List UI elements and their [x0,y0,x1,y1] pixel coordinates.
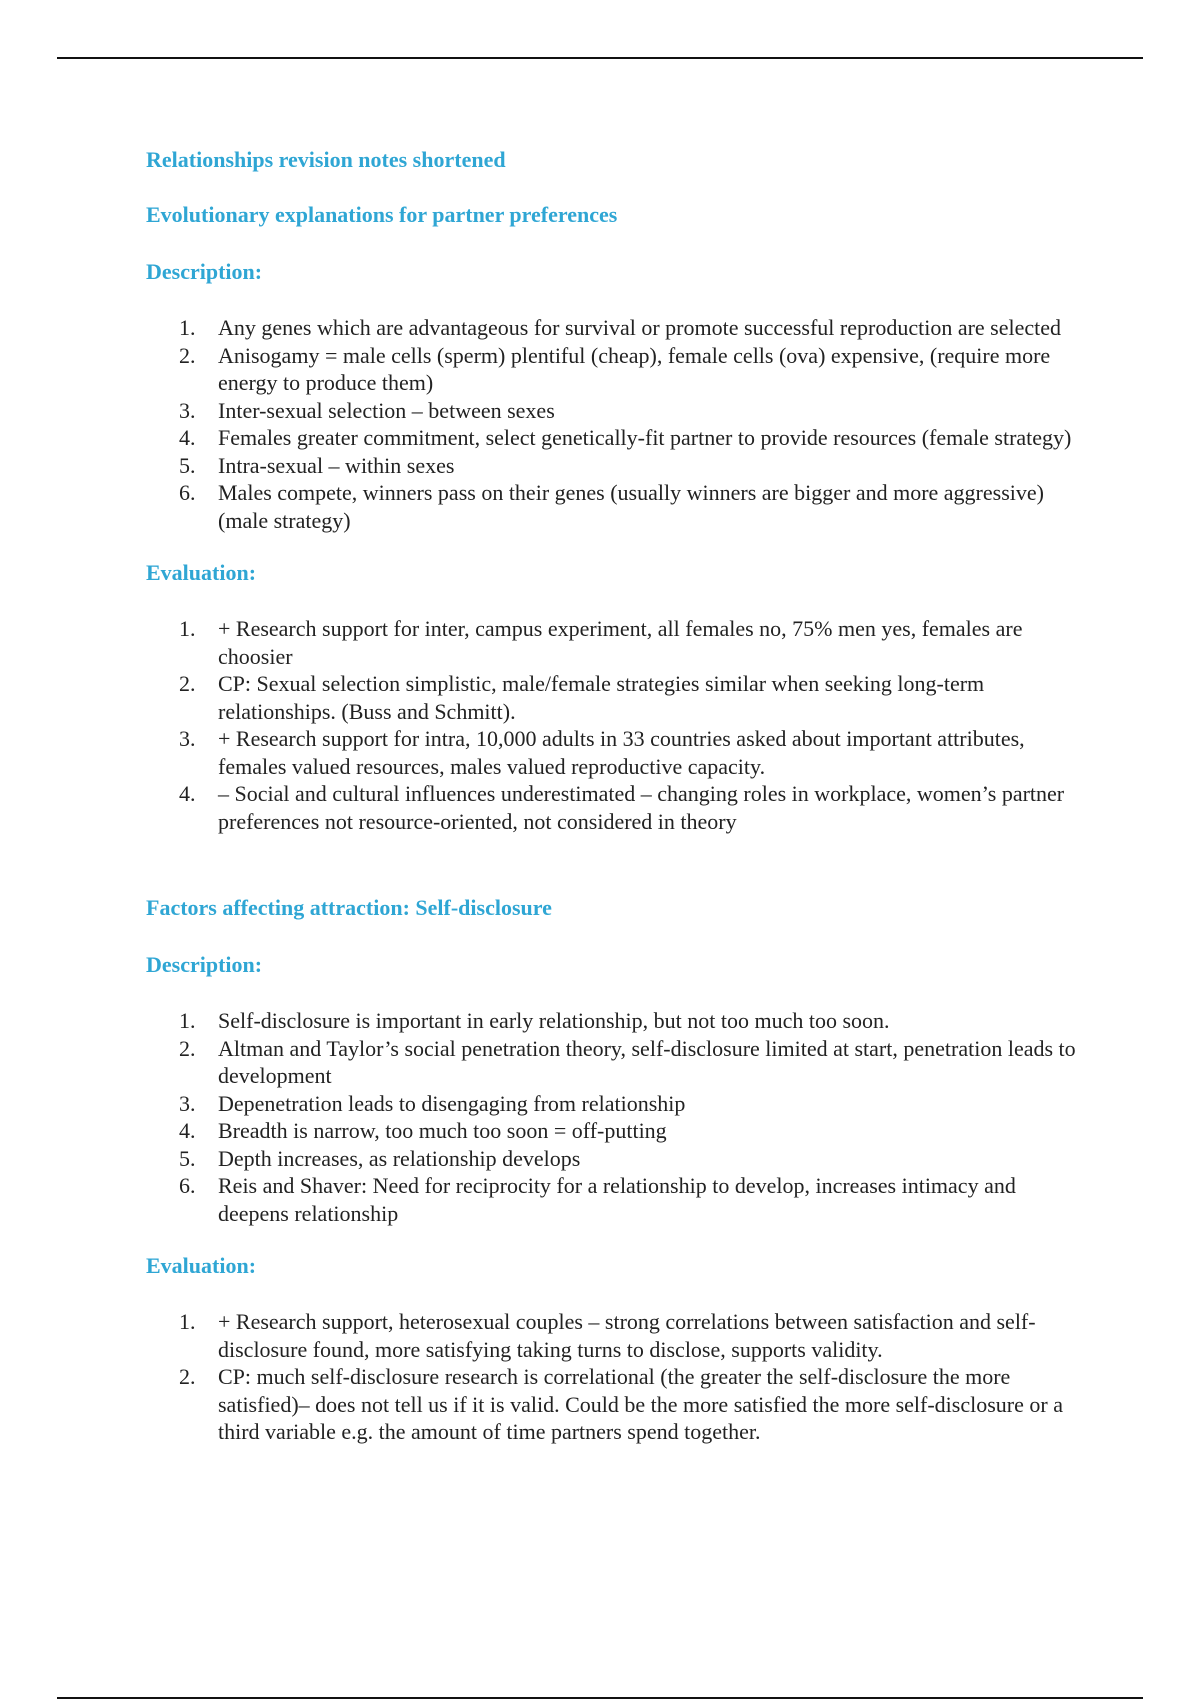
list-item: 2. CP: much self-disclosure research is correlational (the greater the self-disclosure the more satisfied)– does not tell us if it is valid. Could be the more satisfied the more self-disclosure or a third variable e.g. the amount of time partners spend together. [179,1364,1063,1444]
list-item: 1. + Research support for inter, campus experiment, all females no, 75% men yes, females are choosier [179,616,1023,669]
list-item: 5. Depth increases, as relationship develops [179,1145,581,1171]
top-rule [57,57,1143,59]
bottom-rule [57,1697,1143,1699]
list-item: 5. Intra-sexual – within sexes [179,452,455,478]
section-title-self-disclosure: Factors affecting attraction: Self-disclosure [146,895,552,920]
list-item: 4. Females greater commitment, select genetically-fit partner to provide resources (female strategy) [179,425,1072,450]
evaluation-heading: Evaluation: [146,1253,257,1278]
evaluation-list [146,615,1086,835]
description-heading: Description: [146,259,263,284]
list-item: 2. Altman and Taylor’s social penetration theory, self-disclosure limited at start, penetration leads to development [179,1035,1076,1088]
list-item: 2. CP: Sexual selection simplistic, male/female strategies similar when seeking long-term relationships. (Buss and Schmitt). [179,671,985,724]
evaluation-list [146,1308,1086,1446]
list-item: 6. Reis and Shaver: Need for reciprocity for a relationship to develop, increases intimacy and deepens relationship [179,1173,1016,1226]
description-list [146,314,1086,534]
list-item: 1. + Research support, heterosexual couples – strong correlations between satisfaction and self-disclosure found, more satisfying taking turns to disclose, supports validity. [179,1309,1036,1362]
list-item: 4. Breadth is narrow, too much too soon = off-putting [179,1118,667,1143]
list-item: 4. – Social and cultural influences underestimated – changing roles in workplace, women’s partner preferences not resource-oriented, not considered in theory [179,781,1065,834]
document-body [146,145,1086,1446]
document-title: Relationships revision notes shortened [146,147,506,172]
list-item: 6. Males compete, winners pass on their genes (usually winners are bigger and more aggressive) (male strategy) [179,480,1044,533]
list-item: 1. Any genes which are advantageous for survival or promote successful reproduction are selected [179,315,1062,340]
list-item: 3. Depenetration leads to disengaging from relationship [179,1090,686,1116]
list-item: 1. Self-disclosure is important in early relationship, but not too much too soon. [179,1008,890,1033]
list-item: 3. Inter-sexual selection – between sexes [179,397,555,423]
description-list [146,1007,1086,1227]
description-heading: Description: [146,952,263,977]
list-item: 2. Anisogamy = male cells (sperm) plentiful (cheap), female cells (ova) expensive, (require more energy to produce them) [179,342,1051,395]
evaluation-heading: Evaluation: [146,560,257,585]
section-title-evolutionary: Evolutionary explanations for partner preferences [146,202,618,227]
list-item: 3. + Research support for intra, 10,000 adults in 33 countries asked about important attributes, females valued resources, males valued reproductive capacity. [179,726,1025,779]
